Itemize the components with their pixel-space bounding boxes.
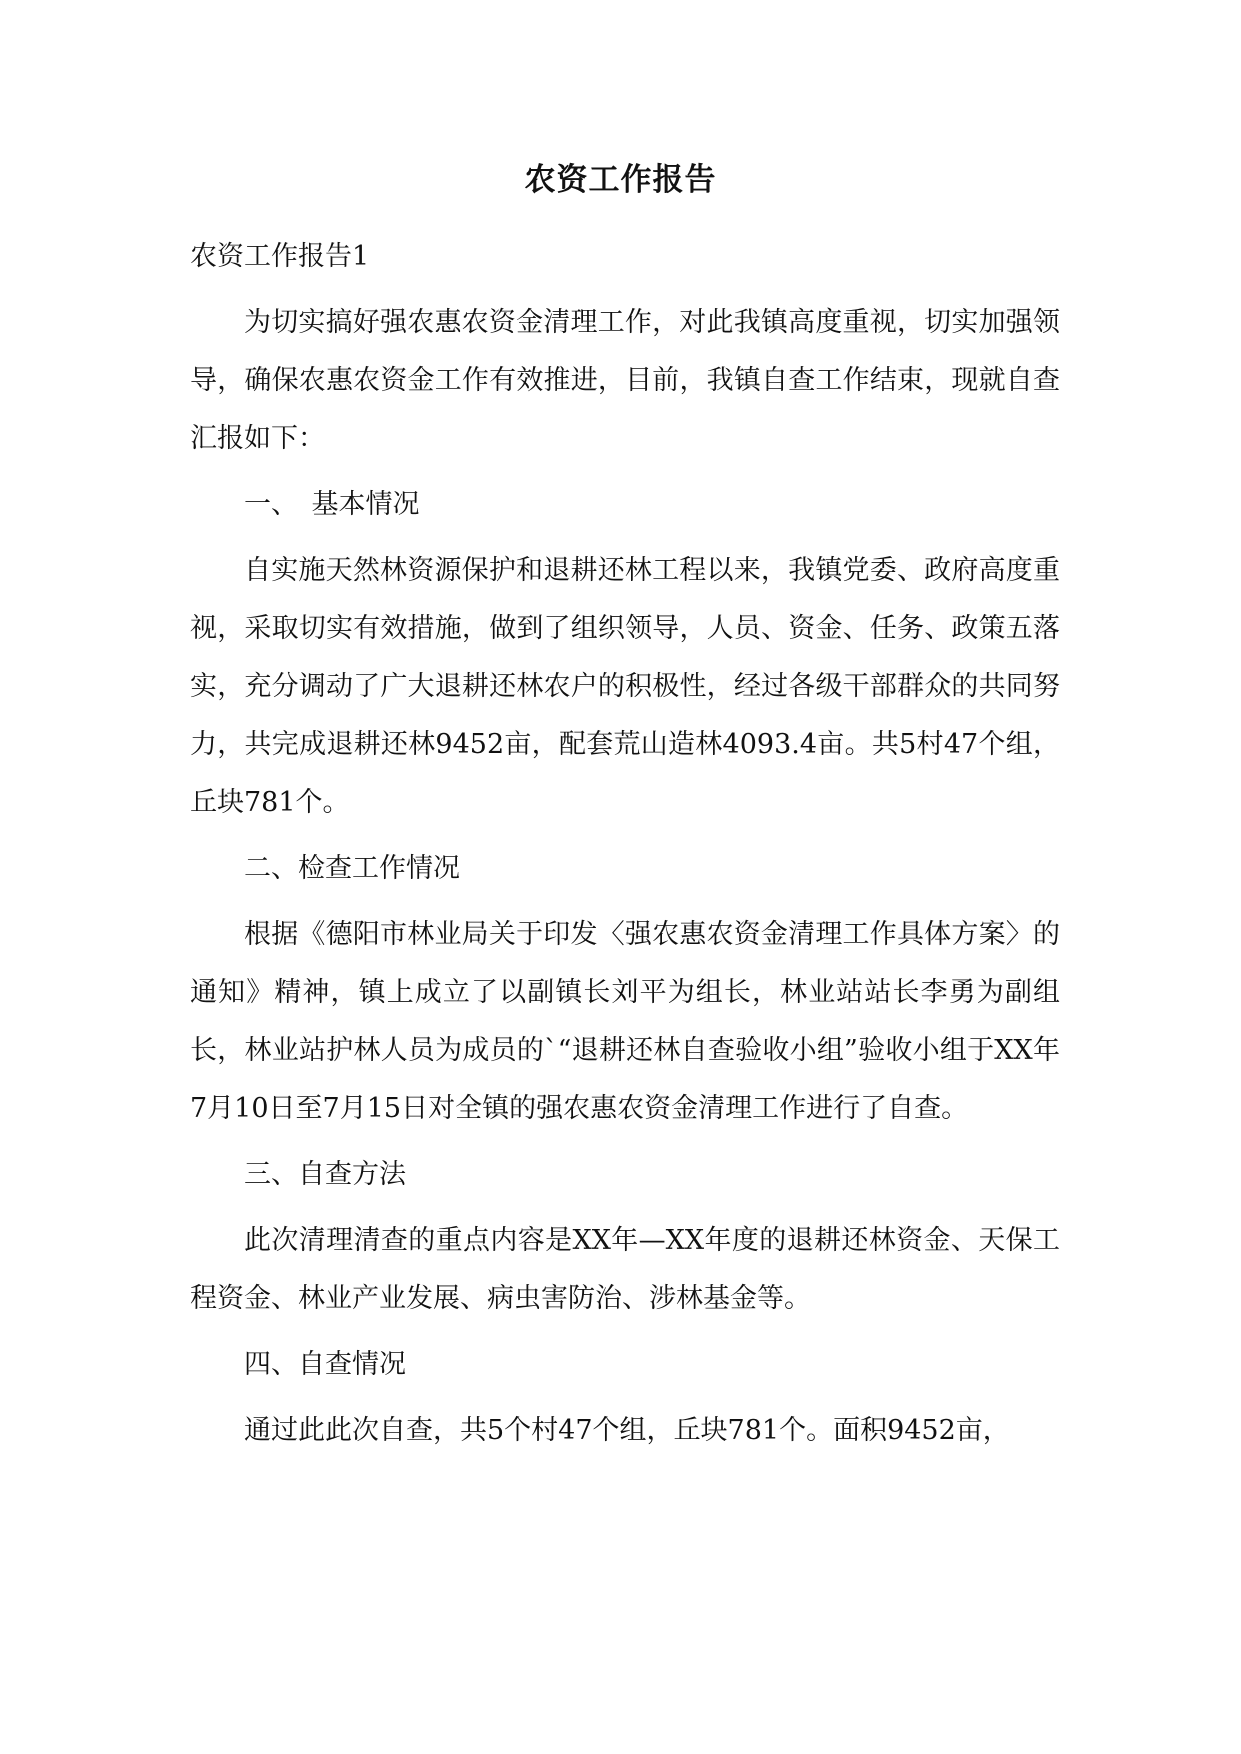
section-heading-inspection: 二、检查工作情况	[244, 853, 460, 884]
paragraph-method: 此次清理清查的重点内容是XX年—XX年度的退耕还林资金、天保工程资金、林业产业发展、病虫害防治、涉林基金等。	[190, 1225, 1060, 1314]
document-body	[190, 228, 1060, 1460]
paragraph-basic: 自实施天然林资源保护和退耕还林工程以来，我镇党委、政府高度重视，采取切实有效措施，做到了组织领导，人员、资金、任务、政策五落实，充分调动了广大退耕还林农户的积极性，经过各级干部群众的共同努力，共完成退耕还林9452亩，配套荒山造林4093.4亩。共5村47个组，丘块781个。	[190, 555, 1060, 818]
paragraph-inspection: 根据《德阳市林业局关于印发〈强农惠农资金清理工作具体方案〉的通知》精神，镇上成立了以副镇长刘平为组长，林业站站长李勇为副组长，林业站护林人员为成员的`“退耕还林自查验收小组”验收小组于XX年7月10日至7月15日对全镇的强农惠农资金清理工作进行了自查。	[190, 919, 1060, 1124]
section-heading-method: 三、自查方法	[244, 1159, 406, 1190]
document-title: 农资工作报告	[524, 162, 717, 198]
paragraph-intro: 为切实搞好强农惠农资金清理工作，对此我镇高度重视，切实加强领导，确保农惠农资金工作有效推进，目前，我镇自查工作结束，现就自查汇报如下：	[190, 307, 1060, 454]
document-subtitle: 农资工作报告1	[190, 241, 370, 272]
section-heading-basic: 一、 基本情况	[244, 489, 420, 520]
paragraph-findings: 通过此此次自查，共5个村47个组，丘块781个。面积9452亩，	[244, 1415, 1010, 1446]
section-heading-findings: 四、自查情况	[244, 1349, 406, 1380]
